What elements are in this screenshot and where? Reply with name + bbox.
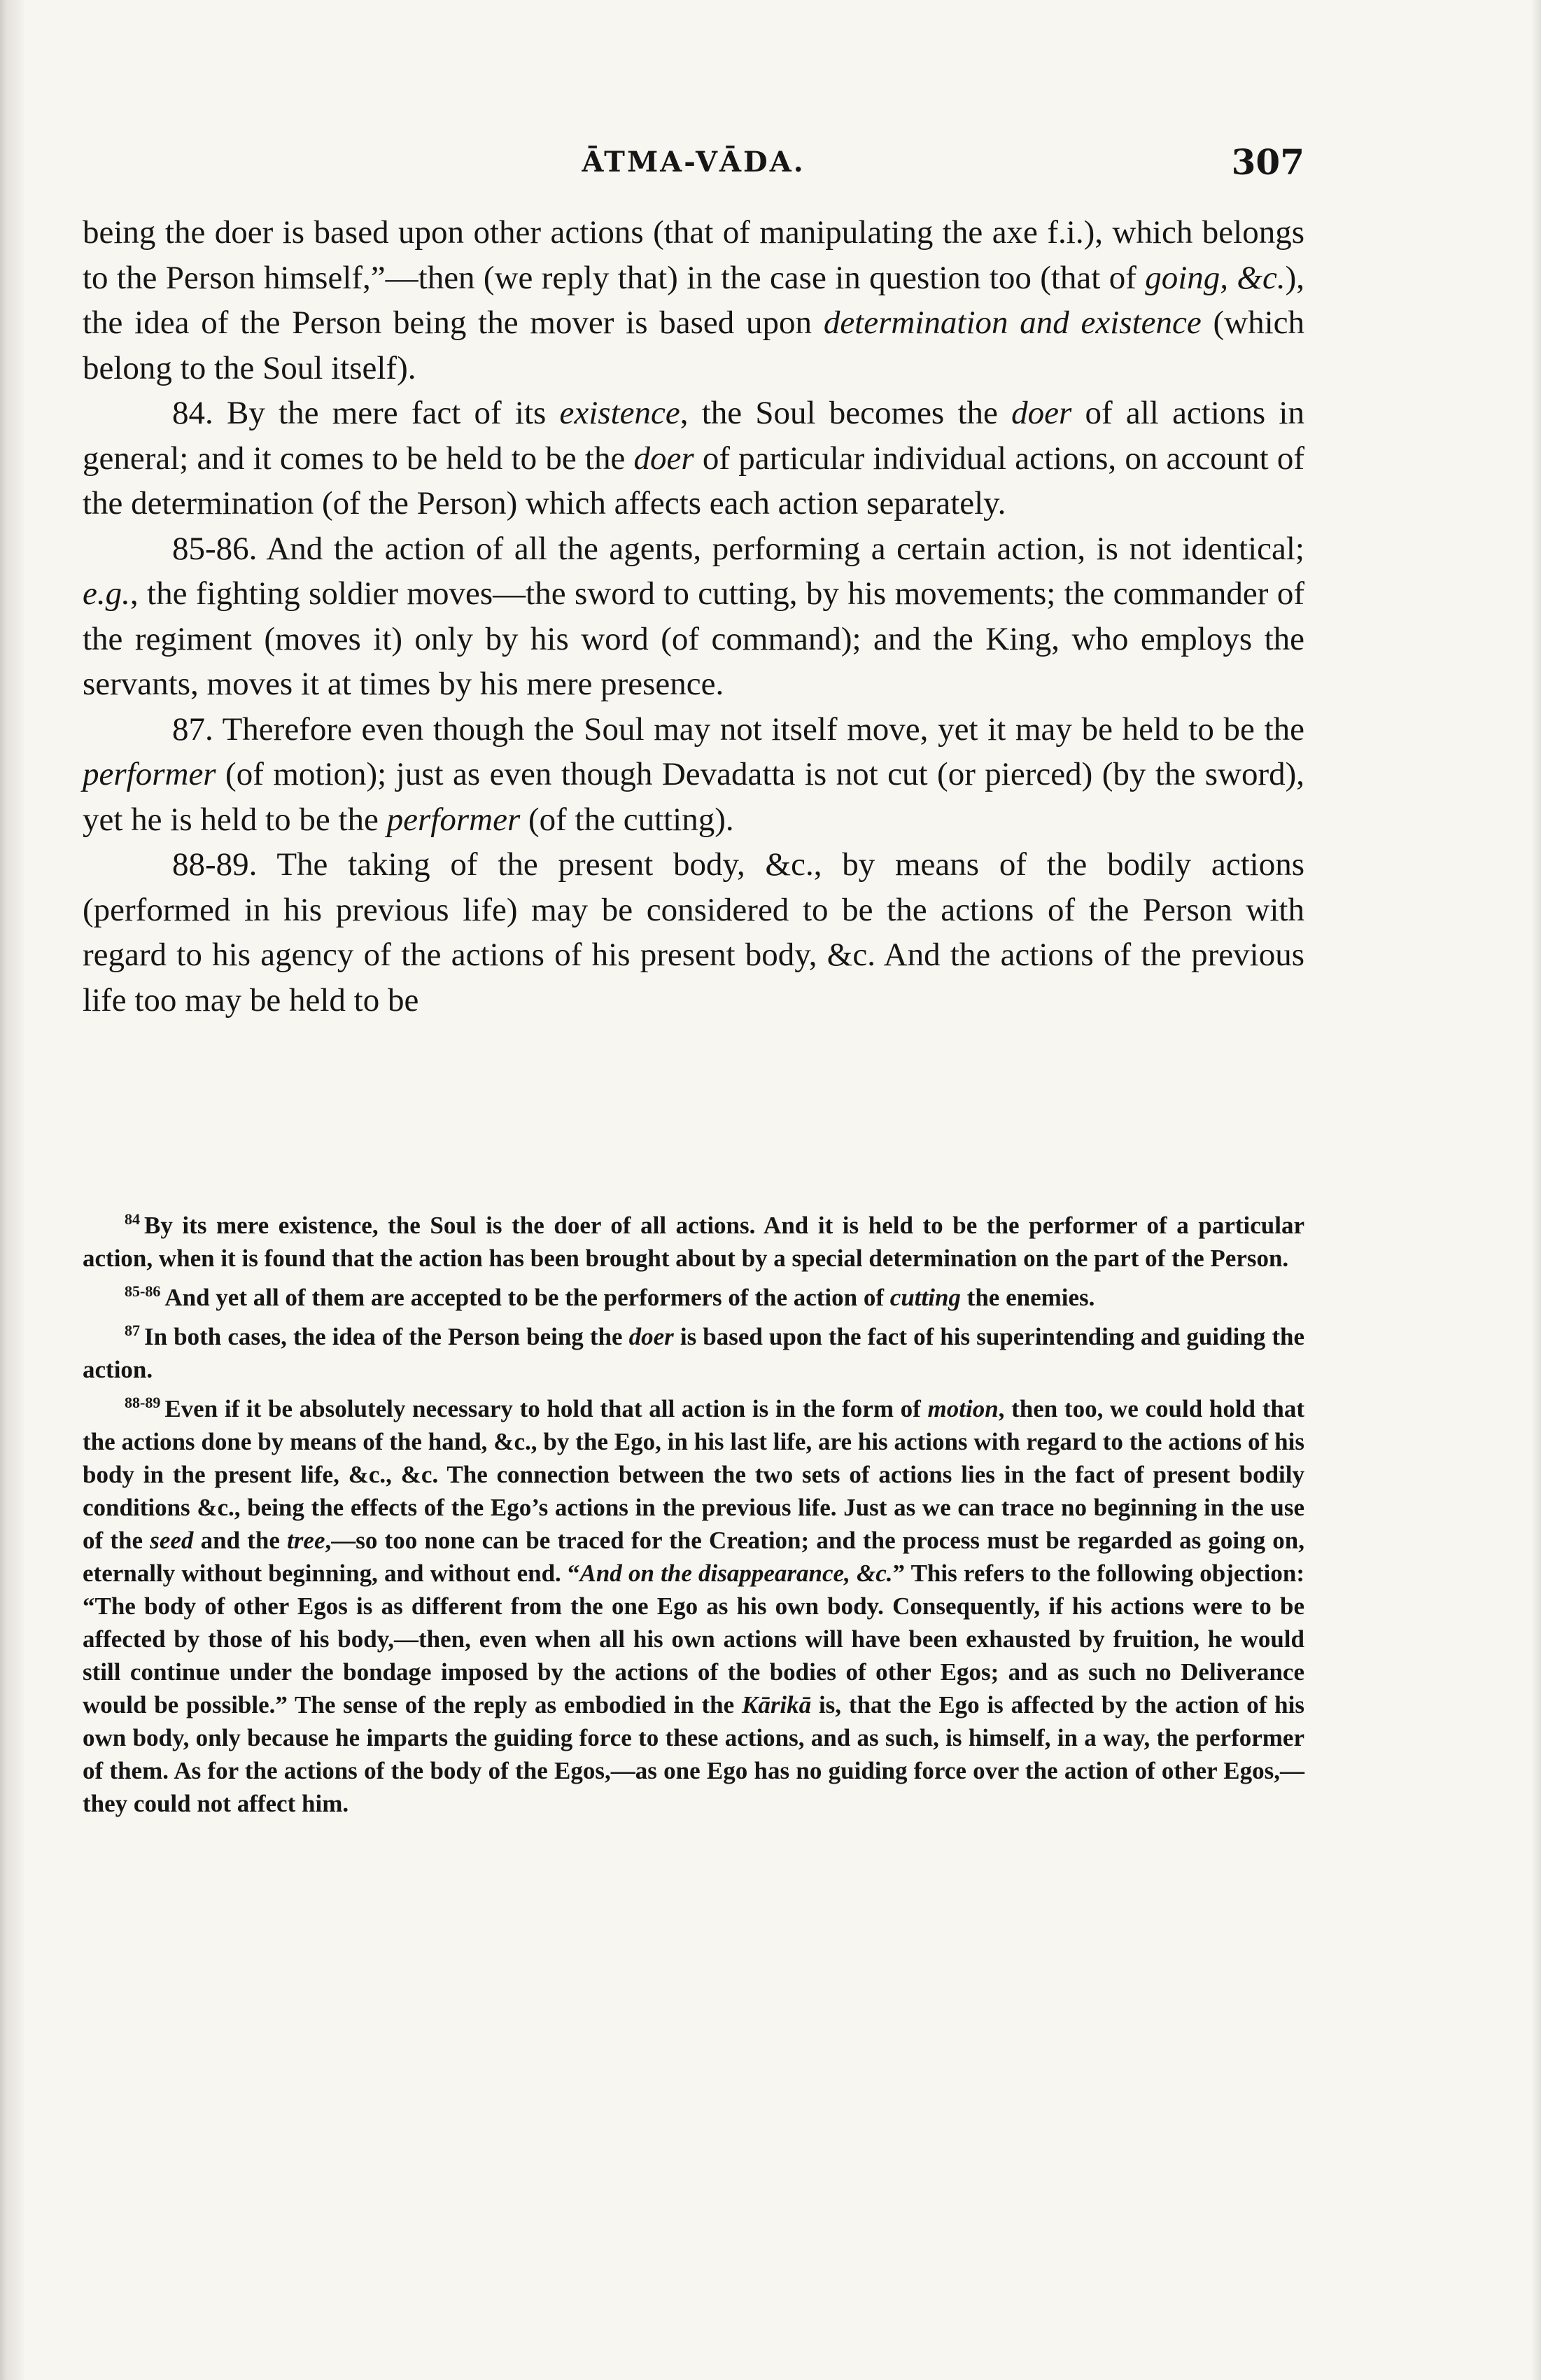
paragraph-continuation	[83, 210, 1304, 391]
text-run: being the doer is based upon other actions (that of manipulating the axe f.i.), which belongs to the Person himself,”—then (we reply that) in the case in question too (that of	[83, 214, 1304, 296]
footnote-marker: 85-86	[125, 1282, 161, 1300]
text-run: of particular individual actions, on account of the determination (of the Person) which affects each action separately.	[83, 440, 1304, 522]
paragraph-87	[83, 707, 1304, 843]
text-run: is based upon the fact of his superintending and guiding the action.	[83, 1323, 1304, 1383]
text-run: the enemies.	[960, 1284, 1095, 1311]
paragraph-88-89: 88-89. The taking of the present body, &c., by means of the bodily actions (performed in his previous life) may be considered to be the actions of the Person with regard to his agency of the actions of his present body, &c. And the actions of the previous life too may be held to be	[83, 846, 1304, 1018]
italic-run: e.g.	[83, 575, 130, 612]
italic-run: going, &c.	[1145, 259, 1286, 296]
paragraph-84	[83, 391, 1304, 526]
text-run: 84. By the mere fact of its	[172, 395, 560, 431]
italic-run: performer	[386, 801, 521, 838]
footnote-marker: 87	[125, 1322, 140, 1339]
italic-run: determination and existence	[823, 304, 1202, 341]
footnote-84	[83, 1203, 1304, 1275]
text-run: is, that the Ego is affected by the action of his own body, only because he imparts the guiding force to these actions, and as such, is himself, in a way, the performer of them. As for the actions of the body of the Egos,—as one Ego has no guiding force over the action of other Egos,—they could not affect him.	[83, 1691, 1304, 1817]
italic-run: cutting	[889, 1284, 961, 1311]
text-run: of all actions in general; and it comes to be held to be the	[83, 395, 1304, 477]
footnote-88-89	[83, 1386, 1304, 1820]
italic-run: doer	[633, 440, 694, 477]
text-run: , the fighting soldier moves—the sword to cutting, by his movements; the commander of the regiment (moves it) only by his word (of command); and the King, who employs the servants, moves it at times by his mere presence.	[83, 575, 1304, 702]
italic-run: existence	[559, 395, 680, 431]
running-head: ĀTMA-VĀDA.	[582, 146, 805, 178]
scan-edge-shadow-right	[1531, 0, 1541, 2380]
footnote-marker: 88-89	[125, 1394, 161, 1411]
text-run: , then too, we could hold that the actions done by means of the hand, &c., by the Ego, in his last life, are his actions with regard to the actions of his body in the present life, &c., &c. The connection between the two sets of actions lies in the fact of present bodily conditions &c., being the effects of the Ego’s actions in the previous life. Just as we can trace no beginning in the use of the	[83, 1395, 1304, 1554]
italic-run: seed	[150, 1527, 194, 1554]
text-run: (which belong to the Soul itself).	[83, 304, 1305, 386]
text-run: And yet all of them are accepted to be the performers of the action of	[164, 1284, 890, 1311]
text-run: By its mere existence, the Soul is the doer of all actions. And it is held to be the performer of a particular action, when it is found that the action has been brought about by a special determination on the part of the Person.	[83, 1212, 1304, 1272]
main-text	[83, 210, 1304, 1023]
page-header	[83, 141, 1304, 188]
scan-edge-shadow	[0, 0, 24, 2380]
text-run: 87. Therefore even though the Soul may not itself move, yet it may be held to be the	[172, 710, 1304, 748]
text-run: ,—so too none can be traced for the Creation; and the process must be regarded as going on, eternally without beginning, and without end. “	[83, 1527, 1305, 1587]
italic-run: performer	[83, 756, 216, 792]
footnote-marker: 84	[125, 1210, 140, 1228]
footnotes	[83, 1203, 1304, 1820]
italic-run: doer	[628, 1323, 674, 1350]
italic-run: doer	[1011, 395, 1072, 431]
text-run: (of motion); just as even though Devadatta is not cut (or pierced) (by the sword), yet he is held to be the	[83, 756, 1304, 838]
footnote-87	[83, 1314, 1304, 1386]
text-run: and the	[193, 1527, 288, 1554]
text-run: 85-86. And the action of all the agents, performing a certain action, is not identical;	[172, 530, 1304, 567]
text-run: Even if it be absolutely necessary to hold that all action is in the form of	[164, 1395, 928, 1422]
text-run: In both cases, the idea of the Person being the	[144, 1323, 629, 1350]
footnote-85-86	[83, 1275, 1304, 1314]
italic-run: motion	[927, 1395, 999, 1422]
page-number: 307	[1231, 141, 1304, 183]
italic-run: And on the disappearance, &c.	[579, 1560, 893, 1587]
paragraph-85-86	[83, 526, 1304, 707]
italic-run: tree	[287, 1527, 325, 1554]
text-run: (of the cutting).	[520, 801, 734, 838]
text-run: ” This refers to the following objection: “The body of other Egos is as different from the one Ego as his own body. Consequently, if his actions were to be affected by those of his body,—then, even when all his own actions will have been exhausted by fruition, he would still continue under the bondage imposed by the actions of the bodies of other Egos; and as such no Deliverance would be possible.” The sense of the reply as embodied in the	[83, 1560, 1305, 1718]
text-run: , the Soul becomes the	[680, 395, 1012, 431]
text-run: ), the idea of the Person being the mover is based upon	[83, 259, 1304, 341]
italic-run: Kārikā	[741, 1691, 812, 1718]
